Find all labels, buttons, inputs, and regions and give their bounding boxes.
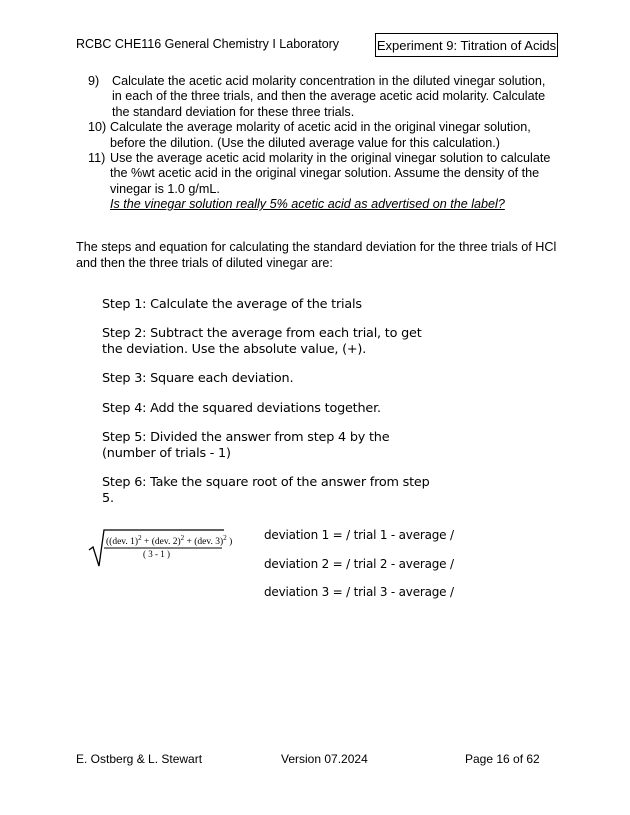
formula-plus: + (184, 537, 195, 548)
step-6: Step 6: Take the square root of the answer from step 5. (102, 475, 430, 506)
formula-term-2: (dev. 2) (151, 537, 181, 548)
footer-page-number: Page 16 of 62 (465, 752, 540, 766)
question-number: 11) (88, 151, 106, 166)
step-1: Step 1: Calculate the average of the trials (102, 297, 362, 312)
question-9 (88, 74, 558, 120)
step-4: Step 4: Add the squared deviations together. (102, 400, 381, 416)
formula-term-1: (dev. 1) (109, 537, 139, 548)
step-2: Step 2: Subtract the average from each trial, to get the deviation. Use the absolute value, (+). (102, 326, 422, 358)
formula-denominator: ( 3 - 1 ) (143, 549, 170, 559)
formula-exponent: 2 (223, 534, 227, 542)
question-number: 9) (88, 74, 100, 88)
steps-list (102, 297, 442, 520)
question-list (88, 74, 558, 213)
formula-close: ) (226, 537, 233, 548)
footer-authors: E. Ostberg & L. Stewart (76, 752, 203, 766)
footer-version: Version 07.2024 (281, 752, 368, 766)
question-text: Calculate the acetic acid molarity concentration in the diluted vinegar solution, in each of the three trials, and then the average acetic acid molarity. Calculate the standard deviation for these three trials. (112, 74, 546, 119)
step-3: Step 3: Square each deviation. (102, 371, 294, 387)
deviation-1: deviation 1 = / trial 1 - average / (264, 528, 454, 542)
deviation-3: deviation 3 = / trial 3 - average / (264, 585, 454, 599)
deviation-2: deviation 2 = / trial 2 - average / (264, 556, 454, 571)
question-emphasis: Is the vinegar solution really 5% acetic acid as advertised on the label? (110, 197, 505, 212)
question-number: 10) (88, 120, 107, 135)
course-title: RCBC CHE116 General Chemistry I Laboratory (76, 37, 340, 51)
deviation-definitions (264, 528, 454, 614)
formula-exponent: 2 (138, 534, 142, 542)
formula-plus: + (141, 537, 152, 548)
question-11 (88, 151, 558, 213)
step-5: Step 5: Divided the answer from step 4 by the (number of trials - 1) (102, 429, 390, 461)
question-10 (88, 120, 558, 151)
question-text: Calculate the average molarity of acetic acid in the original vinegar solution, before the dilution. (Use the diluted average value for this calculation.) (110, 120, 531, 150)
experiment-title-box: Experiment 9: Titration of Acids (375, 33, 558, 57)
std-dev-formula (88, 522, 233, 570)
formula-term-3: (dev. 3) (194, 537, 224, 548)
formula-exponent: 2 (180, 534, 185, 542)
std-dev-intro: The steps and equation for calculating the standard deviation for the three trials of HCl and then the three trials of diluted vinegar are: (76, 240, 557, 270)
question-text: Use the average acetic acid molarity in the original vinegar solution to calculate the %wt acetic acid in the original vinegar solution. Assume the density of the vinegar is 1.0 g/mL. (110, 151, 551, 196)
formula-numerator: ((dev. 1)$^2$ + (dev. 2)$^2$ + (dev. 3)$^2$ ) (106, 534, 233, 548)
